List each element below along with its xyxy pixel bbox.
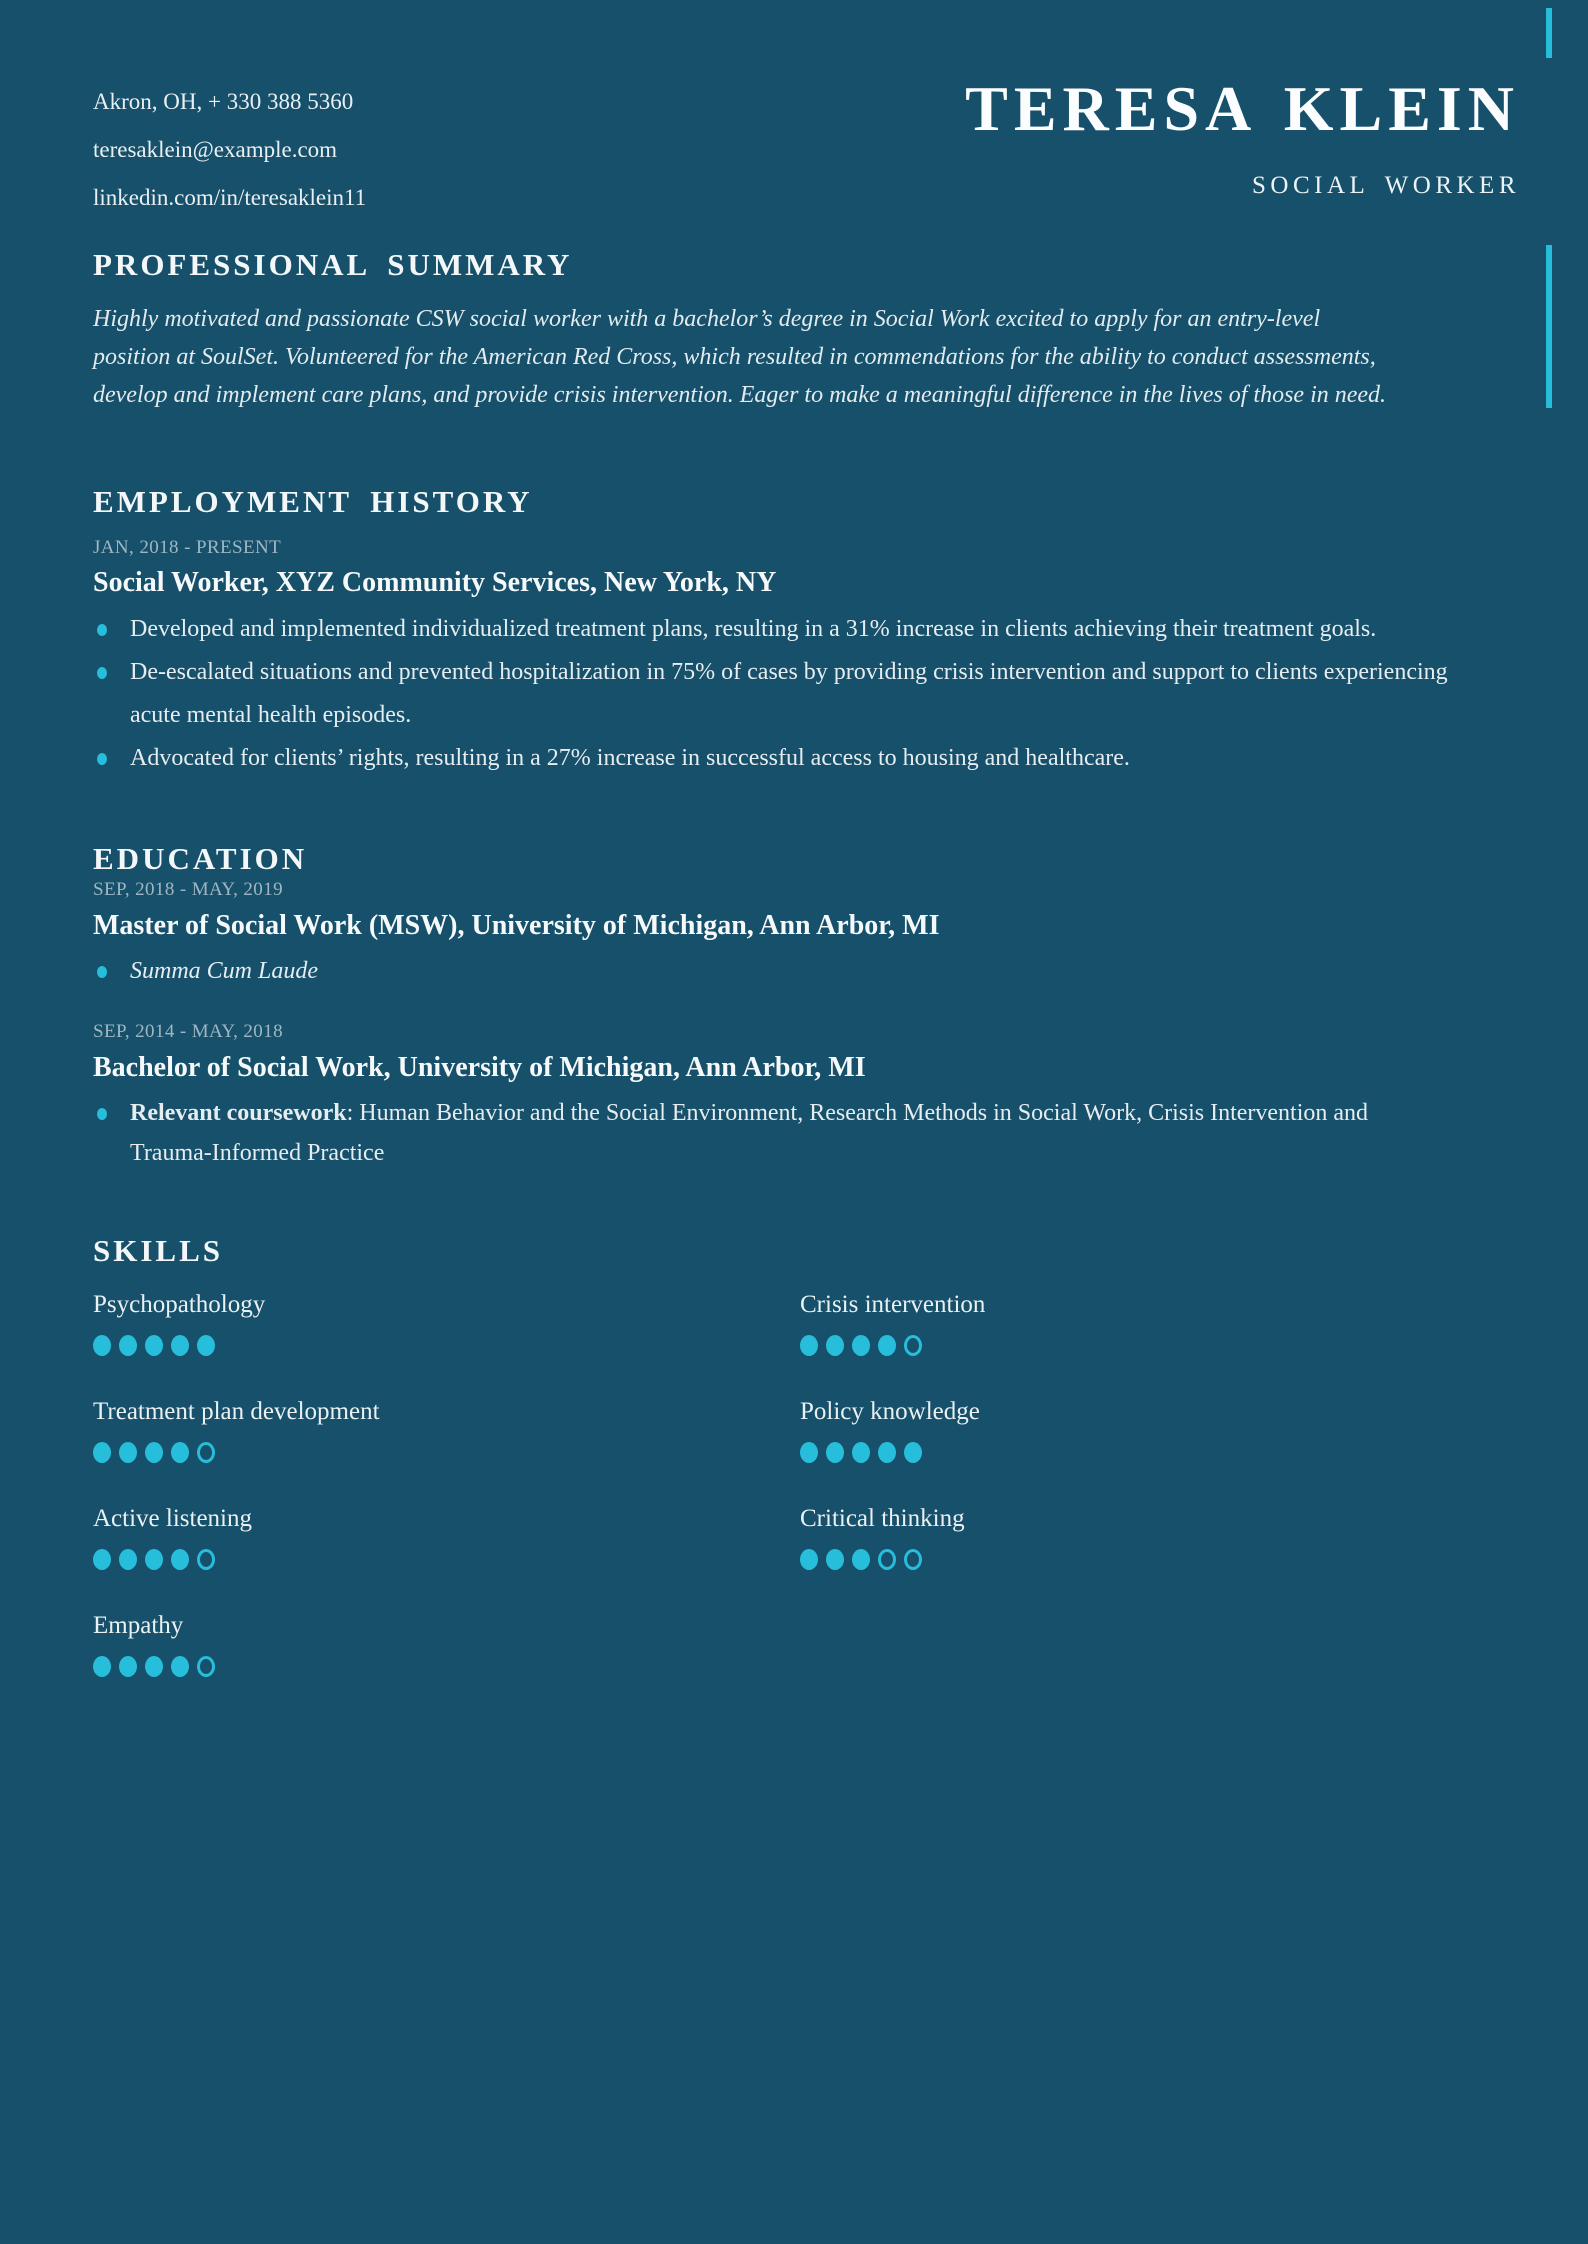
education-heading: EDUCATION (93, 841, 308, 876)
job-entry (93, 536, 1495, 780)
skill-dot-filled-icon (145, 1656, 163, 1677)
skill-dot-filled-icon (800, 1442, 818, 1463)
education-entry (93, 878, 1495, 991)
bullet-lead: Relevant coursework (130, 1100, 347, 1126)
candidate-name: TERESA KLEIN (965, 73, 1520, 144)
bullet-text: Summa Cum Laude (130, 958, 319, 984)
skill-dot-filled-icon (171, 1335, 189, 1356)
skill-dot-empty-icon (197, 1656, 215, 1677)
skill-dot-filled-icon (852, 1442, 870, 1463)
skill-dot-filled-icon (171, 1442, 189, 1463)
skill-dot-filled-icon (800, 1335, 818, 1356)
skill-dot-filled-icon (93, 1335, 111, 1356)
skill-dot-filled-icon (145, 1335, 163, 1356)
education-title: Master of Social Work (MSW), University of Michigan, Ann Arbor, MI (93, 910, 940, 941)
bullet-item (93, 951, 1370, 991)
education-dates: SEP, 2014 - MAY, 2018 (93, 1021, 284, 1042)
summary-heading: PROFESSIONAL SUMMARY (93, 247, 573, 282)
skill-dot-filled-icon (119, 1442, 137, 1463)
skill-rating (800, 1442, 1495, 1463)
skill-dot-filled-icon (878, 1442, 896, 1463)
skill-rating (93, 1335, 800, 1356)
skill-dot-filled-icon (800, 1549, 818, 1570)
skills-heading: SKILLS (93, 1233, 224, 1268)
section-skills (93, 1232, 1495, 1677)
skill-dot-filled-icon (197, 1335, 215, 1356)
education-list (93, 878, 1495, 1173)
section-education (93, 840, 1495, 1173)
bullet-item (93, 651, 1488, 737)
contact-email: teresaklein@example.com (93, 137, 338, 162)
skill-name: Crisis intervention (800, 1291, 986, 1318)
skill-dot-filled-icon (93, 1442, 111, 1463)
name-block (965, 70, 1520, 201)
skill-dot-filled-icon (826, 1442, 844, 1463)
skill-dot-filled-icon (878, 1335, 896, 1356)
bullet-item (93, 608, 1488, 651)
skill-dot-empty-icon (904, 1335, 922, 1356)
skill-item (93, 1290, 800, 1356)
skills-grid (93, 1290, 1495, 1677)
skill-dot-filled-icon (119, 1656, 137, 1677)
skill-dot-filled-icon (171, 1549, 189, 1570)
skill-item (800, 1504, 1495, 1570)
skill-rating (93, 1549, 800, 1570)
bullet-text: Advocated for clients’ rights, resulting in a 27% increase in successful access to housing and healthcare. (130, 745, 1130, 771)
skill-item (800, 1397, 1495, 1463)
candidate-job-title: SOCIAL WORKER (1252, 172, 1520, 199)
skill-item (93, 1504, 800, 1570)
resume-header (0, 0, 1588, 222)
skill-dot-empty-icon (904, 1549, 922, 1570)
skill-dot-filled-icon (145, 1442, 163, 1463)
skill-name: Policy knowledge (800, 1398, 980, 1425)
skill-name: Psychopathology (93, 1291, 266, 1318)
bullet-item (93, 737, 1488, 780)
skill-rating (93, 1442, 800, 1463)
skill-dot-empty-icon (197, 1549, 215, 1570)
skill-dot-empty-icon (878, 1549, 896, 1570)
skill-dot-filled-icon (119, 1549, 137, 1570)
contact-linkedin: linkedin.com/in/teresaklein11 (93, 185, 367, 210)
bullet-text: Relevant coursework: Human Behavior and the Social Environment, Research Methods in Social Work, Crisis Intervention and Trauma-Informed Practice (130, 1100, 1369, 1166)
resume-body (0, 246, 1588, 1677)
job-dates: JAN, 2018 - PRESENT (93, 537, 282, 558)
skill-rating (93, 1656, 800, 1677)
skill-rating (800, 1335, 1495, 1356)
skill-name: Active listening (93, 1505, 252, 1532)
skill-dot-empty-icon (197, 1442, 215, 1463)
accent-bar-summary (1546, 245, 1552, 408)
skill-dot-filled-icon (852, 1335, 870, 1356)
summary-text: Highly motivated and passionate CSW social worker with a bachelor’s degree in Social Work excited to apply for an entry-level position at SoulSet. Volunteered for the American Red Cross, which resulted in commendations for the ability to conduct assessments, develop and implement care plans, and provide crisis intervention. Eager to make a meaningful difference in the lives of those in need. (93, 306, 1387, 408)
skill-item (800, 1290, 1495, 1356)
skill-dot-filled-icon (93, 1656, 111, 1677)
employment-heading: EMPLOYMENT HISTORY (93, 484, 533, 519)
education-bullets (93, 951, 1370, 991)
section-employment-history (93, 483, 1495, 780)
skill-dot-filled-icon (119, 1335, 137, 1356)
education-entry (93, 1020, 1495, 1173)
skill-name: Critical thinking (800, 1505, 965, 1532)
education-title: Bachelor of Social Work, University of Michigan, Ann Arbor, MI (93, 1052, 866, 1083)
skill-dot-filled-icon (171, 1656, 189, 1677)
bullet-text: Developed and implemented individualized treatment plans, resulting in a 31% increase in clients achieving their treatment goals. (130, 616, 1377, 642)
contact-location-phone: Akron, OH, + 330 388 5360 (93, 89, 354, 114)
bullet-dot-icon (97, 667, 107, 679)
skill-item (93, 1611, 800, 1677)
accent-bar-top (1546, 8, 1552, 58)
job-bullets (93, 608, 1488, 780)
section-professional-summary (93, 246, 1495, 414)
skill-name: Empathy (93, 1612, 184, 1639)
bullet-text: De-escalated situations and prevented hospitalization in 75% of cases by providing crisis intervention and support to clients experiencing acute mental health episodes. (130, 659, 1448, 728)
education-dates: SEP, 2018 - MAY, 2019 (93, 879, 284, 900)
bullet-dot-icon (97, 1108, 107, 1120)
education-bullets (93, 1093, 1370, 1173)
skill-dot-filled-icon (826, 1549, 844, 1570)
skill-item (93, 1397, 800, 1463)
skill-dot-filled-icon (826, 1335, 844, 1356)
bullet-dot-icon (97, 753, 107, 765)
job-title: Social Worker, XYZ Community Services, New York, NY (93, 567, 777, 598)
bullet-dot-icon (97, 624, 107, 636)
jobs-list (93, 536, 1495, 780)
bullet-item (93, 1093, 1370, 1173)
skill-rating (800, 1549, 1495, 1570)
skill-dot-filled-icon (145, 1549, 163, 1570)
skill-dot-filled-icon (93, 1549, 111, 1570)
skill-dot-filled-icon (904, 1442, 922, 1463)
skill-name: Treatment plan development (93, 1398, 380, 1425)
skill-dot-filled-icon (852, 1549, 870, 1570)
bullet-dot-icon (97, 966, 107, 978)
